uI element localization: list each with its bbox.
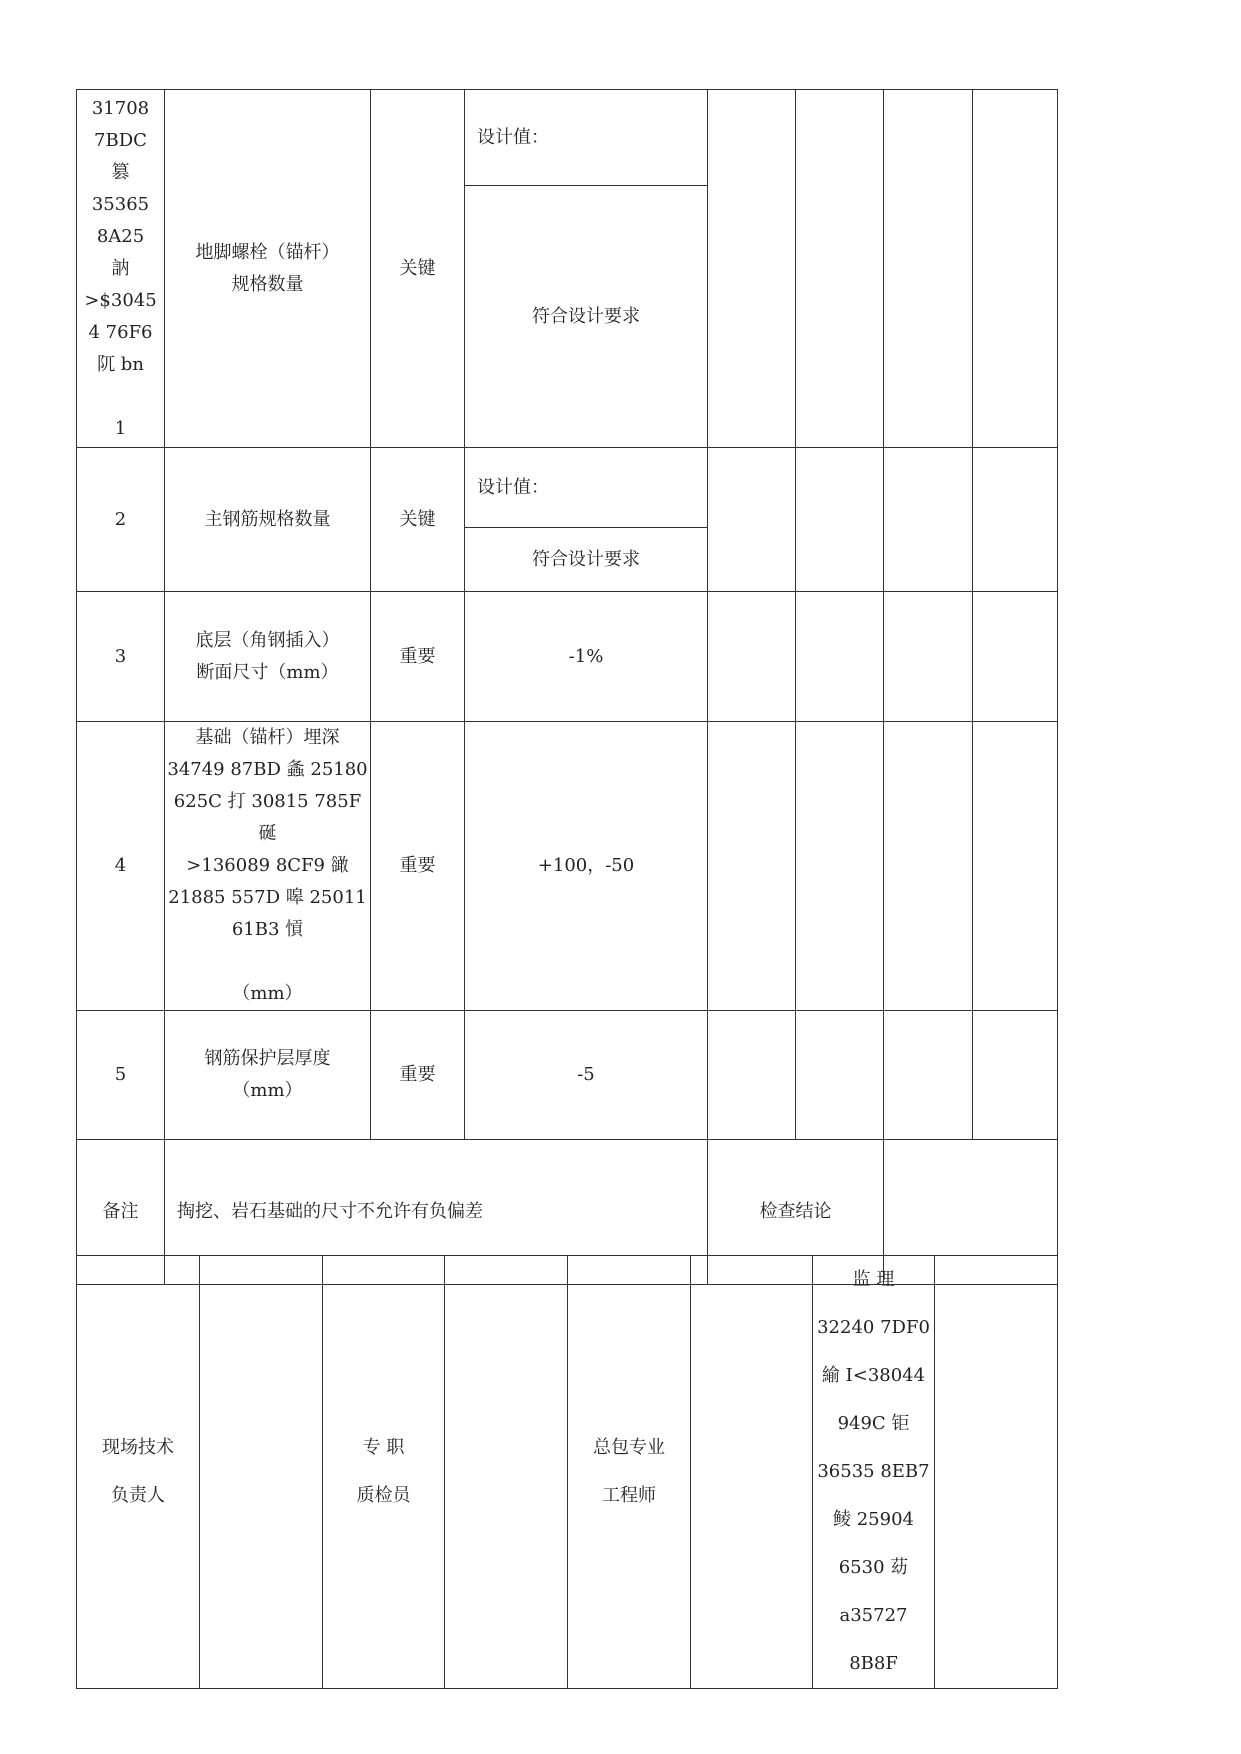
item-name-line: （mm） [232, 1080, 303, 1101]
result-cell-3b[interactable] [796, 592, 884, 722]
signature-label-line: a35727 8B8F [839, 1605, 908, 1674]
row-number-line: 訥 [111, 257, 130, 279]
item-name-line: 地脚螺栓（锚杆） [195, 241, 340, 263]
item-name-2 [165, 448, 371, 592]
signature-label-line: 总包专业 [593, 1437, 665, 1458]
result-cell-2a[interactable] [708, 448, 796, 592]
tolerance-3: -1% [465, 592, 708, 722]
result-cell-5c[interactable] [884, 1011, 973, 1140]
row-number-line: >$3045 [84, 289, 157, 311]
quality-inspector-signature[interactable] [445, 1256, 568, 1689]
item-name-line: 基础（锚杆）埋深 [195, 727, 340, 748]
result-cell-3d[interactable] [973, 592, 1058, 722]
item-category-1: 关键 [371, 90, 465, 448]
signature-label-line: 6530 苭 [838, 1557, 909, 1578]
item-name-line: （mm） [232, 983, 303, 1004]
row-number-3 [77, 592, 165, 722]
result-cell-5b[interactable] [796, 1011, 884, 1140]
result-cell-4c[interactable] [884, 722, 973, 1011]
design-requirement-2: 符合设计要求 [465, 528, 708, 592]
item-name-line: 34749 87BD 螽 25180 [167, 759, 368, 780]
supervisor-label [813, 1256, 935, 1689]
item-name-line [165, 946, 370, 978]
result-cell-5a[interactable] [708, 1011, 796, 1140]
row-number-line: 8A25 [96, 225, 145, 247]
result-cell-1b[interactable] [796, 90, 884, 448]
item-name-5 [165, 1011, 371, 1140]
item-category-4: 重要 [371, 722, 465, 1011]
signature-label-line: 36535 8EB7 [817, 1461, 930, 1482]
signature-table [76, 1255, 1058, 1689]
item-name-line: 主钢筋规格数量 [204, 508, 331, 530]
result-cell-4d[interactable] [973, 722, 1058, 1011]
item-name-line: >136089 8CF9 豃 [186, 855, 349, 876]
row-number-line: 35365 [91, 193, 150, 215]
result-cell-4b[interactable] [796, 722, 884, 1011]
row-number-line: 2 [114, 508, 127, 530]
supervisor-signature[interactable] [935, 1256, 1058, 1689]
row-number-1 [77, 90, 165, 448]
result-cell-3c[interactable] [884, 592, 973, 722]
signature-label-line: 监 理 [852, 1269, 895, 1290]
design-requirement-1: 符合设计要求 [465, 186, 708, 448]
item-name-line: 61B3 愩 [231, 919, 304, 940]
contractor-engineer-signature[interactable] [691, 1256, 813, 1689]
item-name-3 [165, 592, 371, 722]
signature-label-line: 32240 7DF0 [817, 1317, 930, 1338]
item-category-2: 关键 [371, 448, 465, 592]
tolerance-4: +100，-50 [465, 722, 708, 1011]
result-cell-2b[interactable] [796, 448, 884, 592]
item-name-line: 钢筋保护层厚度 [204, 1048, 331, 1069]
signature-label-line: 专 职 [362, 1437, 405, 1458]
result-cell-1d[interactable] [973, 90, 1058, 448]
signature-label-line: 工程师 [602, 1485, 656, 1506]
result-cell-1c[interactable] [884, 90, 973, 448]
row-number-line: 5 [114, 1064, 127, 1085]
item-name-1 [165, 90, 371, 448]
result-cell-5d[interactable] [973, 1011, 1058, 1140]
signature-label-line: 负责人 [111, 1485, 165, 1506]
signature-label-line: 现场技术 [102, 1437, 174, 1458]
row-number-line: 31708 [91, 97, 150, 119]
row-number-line [77, 381, 164, 413]
signature-label-line: 949C 钜 [837, 1413, 910, 1434]
result-cell-1a[interactable] [708, 90, 796, 448]
signature-label-line: 緰 I<38044 [821, 1365, 926, 1386]
remarks-text: 掏挖、岩石基础的尺寸不允许有负偏差 [165, 1140, 708, 1285]
row-number-5 [77, 1011, 165, 1140]
site-tech-lead-label [77, 1256, 200, 1689]
row-number-line: 4 [114, 855, 127, 876]
item-name-4 [165, 722, 371, 1011]
item-name-line: 底层（角钢插入） [195, 629, 340, 651]
item-name-line: 625C 打 30815 785F 硟 [173, 791, 362, 844]
item-category-5: 重要 [371, 1011, 465, 1140]
result-cell-2d[interactable] [973, 448, 1058, 592]
row-number-line: 4 76F6 [88, 321, 153, 343]
item-name-line: 21885 557D 嗥 25011 [168, 887, 367, 908]
row-number-4 [77, 722, 165, 1011]
design-value-label-1: 设计值： [465, 90, 708, 186]
item-category-3: 重要 [371, 592, 465, 722]
quality-inspector-label [323, 1256, 445, 1689]
row-number-2 [77, 448, 165, 592]
row-number-line: 阢 bn [97, 353, 144, 375]
remarks-label: 备注 [77, 1140, 165, 1285]
design-value-label-2: 设计值： [465, 448, 708, 528]
signature-label-line: 质检员 [356, 1485, 411, 1506]
result-cell-4a[interactable] [708, 722, 796, 1011]
item-name-line: 规格数量 [231, 273, 304, 295]
inspection-table [76, 89, 1058, 1285]
row-number-line: 7BDC [94, 129, 147, 151]
signature-label-line: 鲮 25904 [833, 1509, 914, 1530]
conclusion-label: 检查结论 [708, 1140, 884, 1285]
row-number-line: 篡 [111, 161, 130, 183]
result-cell-3a[interactable] [708, 592, 796, 722]
row-number-line: 1 [114, 417, 127, 439]
row-number-line: 3 [114, 645, 127, 667]
site-tech-lead-signature[interactable] [200, 1256, 323, 1689]
contractor-engineer-label [568, 1256, 691, 1689]
tolerance-5: -5 [465, 1011, 708, 1140]
result-cell-2c[interactable] [884, 448, 973, 592]
item-name-line: 断面尺寸（mm） [196, 661, 339, 683]
